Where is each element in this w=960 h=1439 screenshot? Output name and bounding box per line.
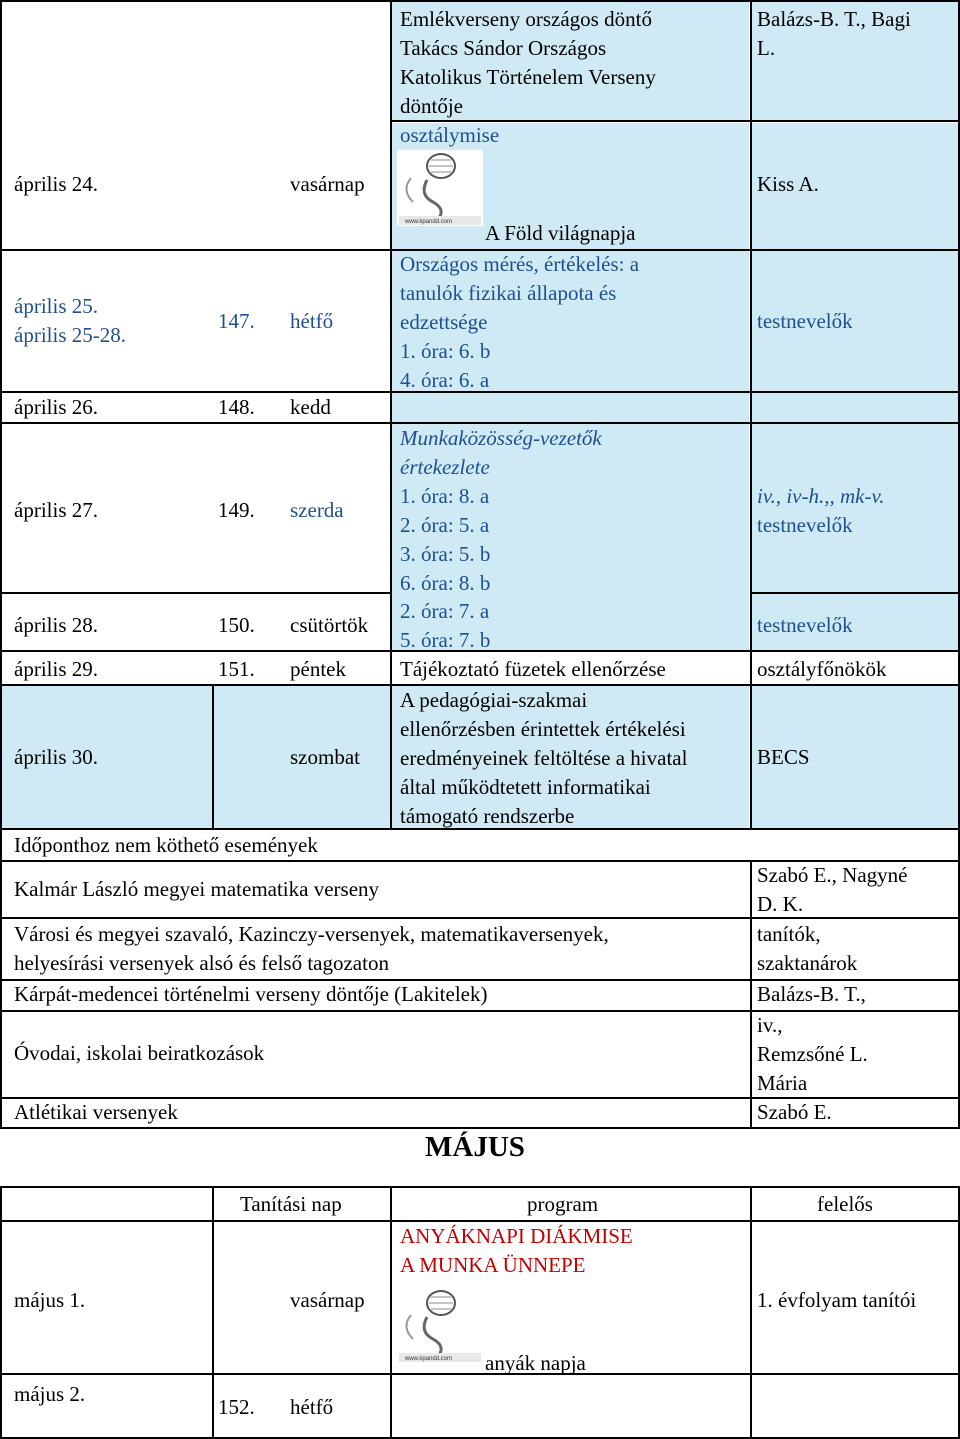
- rule: [0, 1186, 2, 1439]
- apr26-day: kedd: [290, 395, 331, 419]
- may2-date: május 2.: [14, 1382, 86, 1406]
- apr27-num: 149.: [218, 498, 255, 522]
- unscheduled-event-3: Kárpát-medencei történelmi verseny döntője (Lakitelek): [14, 982, 488, 1006]
- rule: [0, 0, 960, 2]
- mic-caption: www.kpandd.com: [405, 219, 453, 225]
- may1-day: vasárnap: [290, 1288, 365, 1312]
- apr25-date: április 25. április 25-28.: [14, 294, 126, 347]
- rule: [0, 1373, 960, 1375]
- rule: [750, 592, 960, 594]
- apr26-num: 148.: [218, 395, 255, 419]
- apr28-date: április 28.: [14, 613, 98, 637]
- program-top-text: Emlékverseny országos döntő Takács Sándor Országos Katolikus Történelem Verseny döntője: [400, 7, 656, 118]
- apr30-date: április 30.: [14, 745, 98, 769]
- apr28-day: csütörtök: [290, 613, 369, 637]
- apr27-responsible-italic: iv., iv-h.,, mk-v.: [757, 484, 885, 508]
- apr24-program: osztálymise: [400, 123, 500, 147]
- apr30-day: szombat: [290, 745, 360, 769]
- rule: [212, 684, 214, 830]
- apr29-responsible: osztályfőnökök: [757, 657, 887, 681]
- apr27-day: szerda: [290, 498, 344, 522]
- rule: [0, 592, 390, 594]
- rule: [750, 860, 752, 1129]
- may1-program: ANYÁKNAPI DIÁKMISE A MUNKA ÜNNEPE: [400, 1224, 633, 1277]
- unscheduled-responsible-1: Szabó E., Nagyné D. K.: [757, 863, 908, 916]
- rule: [0, 1186, 960, 1188]
- apr30-program: A pedagógiai-szakmai ellenőrzésben érintettek értékelési eredményeinek feltöltése a hivatal által működtetett informatikai támogató rendszerbe: [400, 688, 688, 828]
- may1-responsible: 1. évfolyam tanítói: [757, 1288, 917, 1312]
- apr27-date: április 27.: [14, 498, 98, 522]
- apr29-day: péntek: [290, 657, 346, 681]
- apr29-date: április 29.: [14, 657, 98, 681]
- unscheduled-event-1: Kalmár László megyei matematika verseny: [14, 877, 380, 901]
- apr28-program: 2. óra: 7. a 5. óra: 7. b: [400, 599, 491, 652]
- apr25-responsible: testnevelők: [757, 309, 853, 333]
- may1-date: május 1.: [14, 1288, 86, 1312]
- responsible-top-text: Balázs-B. T., Bagi L.: [757, 7, 911, 60]
- may-title: MÁJUS: [425, 1131, 525, 1163]
- rule: [212, 1186, 214, 1439]
- apr25-num: 147.: [218, 309, 255, 333]
- may2-num: 152.: [218, 1395, 255, 1419]
- apr24-day: vasárnap: [290, 172, 365, 196]
- unscheduled-responsible-2: tanítók, szaktanárok: [757, 922, 858, 975]
- apr25-day: hétfő: [290, 309, 334, 333]
- apr27-program: 1. óra: 8. a 2. óra: 5. a 3. óra: 5. b 6. óra: 8. b: [400, 484, 491, 595]
- unscheduled-event-4: Óvodai, iskolai beiratkozások: [14, 1041, 265, 1065]
- may2-day: hétfő: [290, 1395, 334, 1419]
- apr25-program: Országos mérés, értékelés: a tanulók fizikai állapota és edzettsége 1. óra: 6. b 4. óra: 6. a: [400, 252, 640, 392]
- rule: [750, 1186, 752, 1439]
- cell-program-apr26: [392, 393, 749, 422]
- apr24-responsible: Kiss A.: [757, 172, 819, 196]
- rule: [0, 0, 2, 1129]
- rule: [750, 0, 752, 830]
- apr24-caption: A Föld világnapja: [485, 221, 636, 245]
- apr29-num: 151.: [218, 657, 255, 681]
- apr28-responsible: testnevelők: [757, 613, 853, 637]
- unscheduled-event-2: Városi és megyei szavaló, Kazinczy-versenyek, matematikaversenyek, helyesírási versenyek alsó és felső tagozaton: [14, 922, 609, 975]
- rule: [390, 1186, 392, 1439]
- apr28-num: 150.: [218, 613, 255, 637]
- apr24-date: április 24.: [14, 172, 98, 196]
- unscheduled-heading: Időponthoz nem köthető események: [14, 833, 318, 857]
- cell-responsible-apr26: [752, 393, 958, 422]
- mic-caption: www.kpandd.com: [405, 1356, 453, 1362]
- unscheduled-responsible-4: iv., Remzsőné L. Mária: [757, 1013, 868, 1095]
- rule: [390, 0, 392, 830]
- may-header-responsible: felelős: [817, 1192, 873, 1216]
- unscheduled-event-5: Atlétikai versenyek: [14, 1100, 178, 1124]
- apr27-program-title: Munkaközösség-vezetők értekezlete: [400, 426, 602, 479]
- apr29-program: Tájékoztató füzetek ellenőrzése: [400, 657, 666, 681]
- may1-caption: anyák napja: [485, 1351, 586, 1375]
- microphone-image: [397, 1287, 483, 1363]
- unscheduled-responsible-5: Szabó E.: [757, 1100, 832, 1124]
- may-header-program: program: [527, 1192, 599, 1216]
- apr26-date: április 26.: [14, 395, 98, 419]
- apr30-responsible: BECS: [757, 745, 810, 769]
- apr27-responsible: testnevelők: [757, 513, 853, 537]
- may-header-teaching-day: Tanítási nap: [240, 1192, 342, 1216]
- microphone-image: [397, 150, 483, 226]
- unscheduled-responsible-3: Balázs-B. T.,: [757, 982, 866, 1006]
